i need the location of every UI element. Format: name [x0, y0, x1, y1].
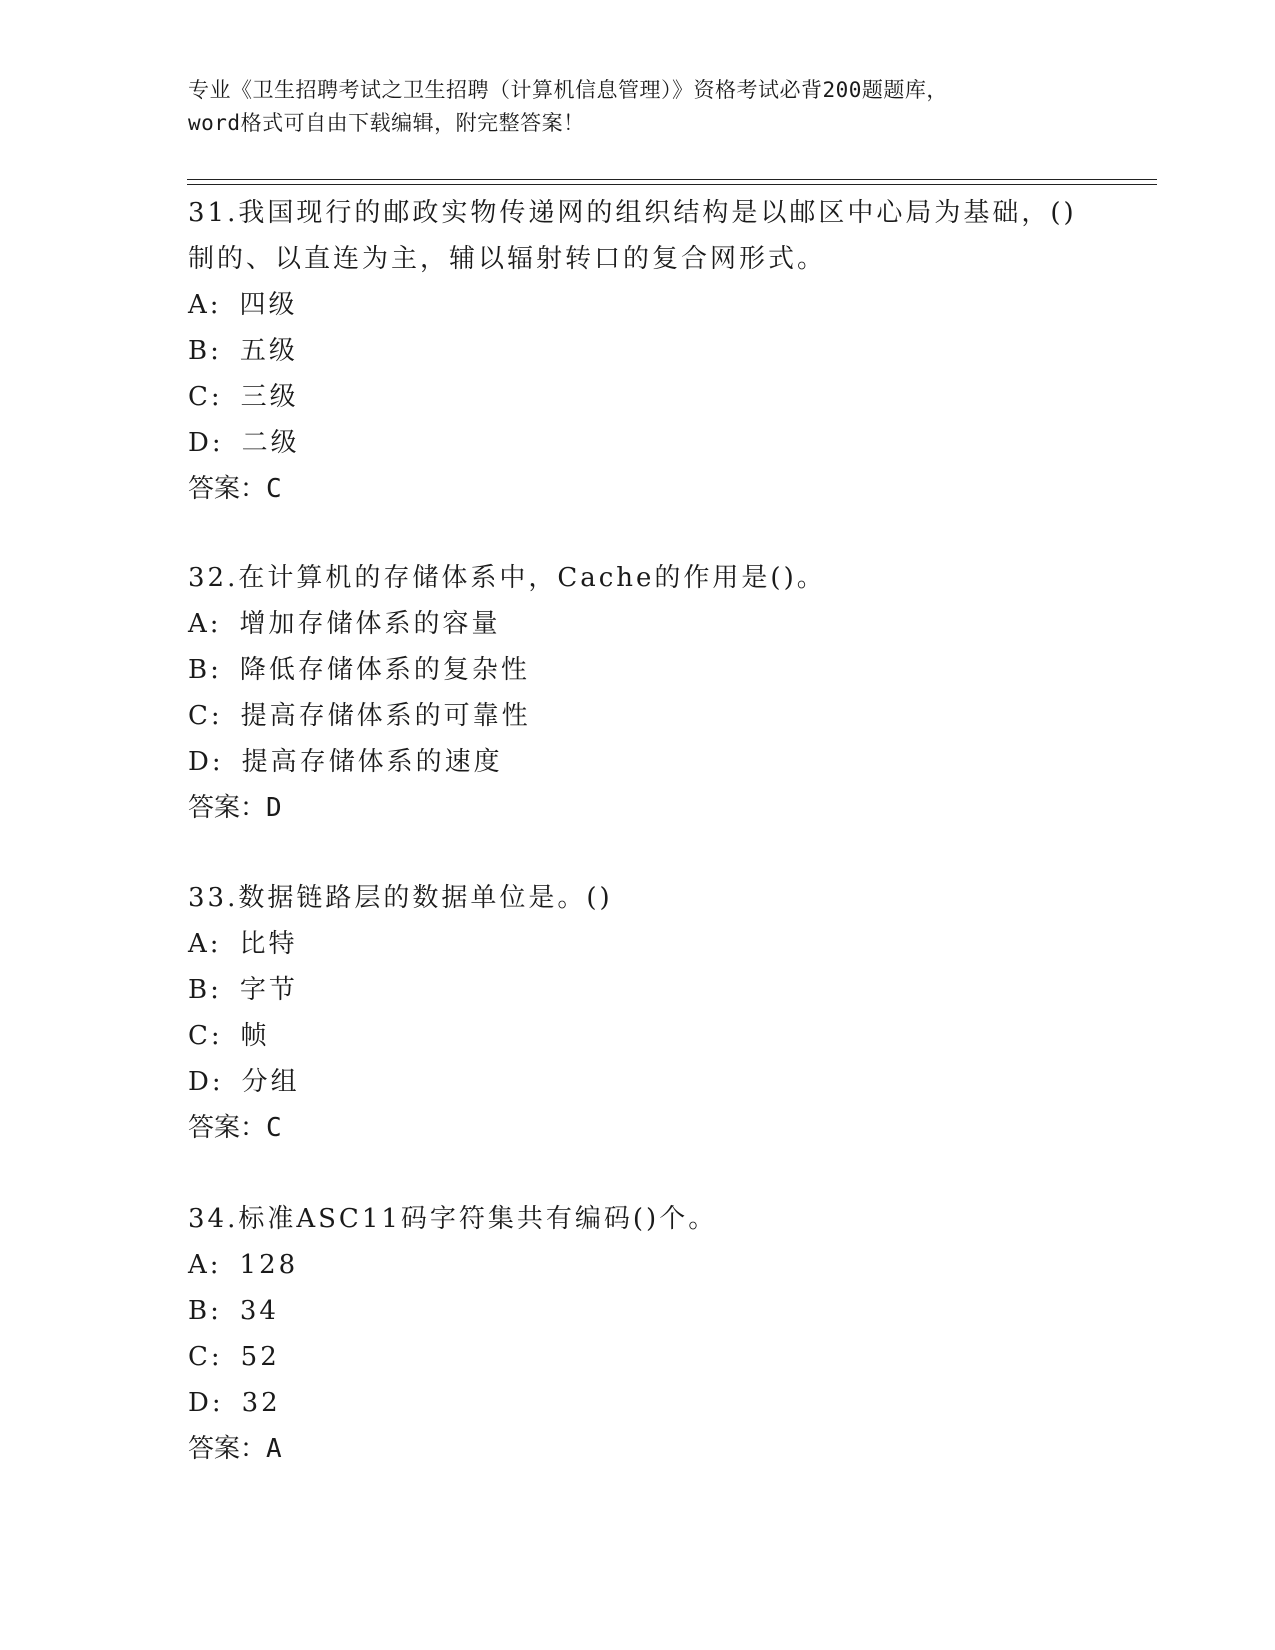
option-b	[188, 967, 1088, 1013]
option-text: 34	[239, 1296, 279, 1326]
option-text: 分组	[241, 1067, 300, 1097]
option-d	[188, 420, 1088, 466]
answer-line	[188, 1105, 1088, 1151]
option-key: D:	[188, 1388, 224, 1418]
option-c	[188, 693, 1088, 739]
question-stem: 34.标准ASC11码字符集共有编码()个。	[188, 1204, 718, 1234]
option-key: C:	[188, 382, 223, 412]
answer-label: 答案：	[188, 1113, 267, 1143]
header-divider-bottom	[187, 184, 1157, 185]
option-text: 五级	[239, 336, 298, 366]
option-text: 比特	[239, 929, 298, 959]
option-text: 52	[240, 1342, 280, 1372]
option-key: A:	[188, 290, 222, 320]
header-divider-top	[187, 179, 1157, 180]
option-text: 提高存储体系的可靠性	[240, 701, 531, 731]
option-key: A:	[188, 929, 222, 959]
header-line-1: 专业《卫生招聘考试之卫生招聘（计算机信息管理）》资格考试必背200题题库，	[188, 78, 948, 102]
option-key: C:	[188, 1021, 223, 1051]
option-text: 二级	[241, 428, 300, 458]
option-text: 降低存储体系的复杂性	[239, 655, 530, 685]
question-stem: 32.在计算机的存储体系中，Cache的作用是()。	[188, 563, 826, 593]
option-text: 三级	[240, 382, 299, 412]
question-32	[188, 555, 1088, 831]
option-key: B:	[188, 655, 222, 685]
option-text: 四级	[239, 290, 298, 320]
answer-line	[188, 785, 1088, 831]
option-d	[188, 1059, 1088, 1105]
answer-line	[188, 466, 1088, 512]
option-key: C:	[188, 1342, 223, 1372]
option-b	[188, 647, 1088, 693]
option-d	[188, 739, 1088, 785]
option-c	[188, 1013, 1088, 1059]
question-stem-continued: 制的、以直连为主，辅以辐射转口的复合网形式。	[188, 244, 827, 274]
option-key: B:	[188, 975, 222, 1005]
option-key: D:	[188, 747, 224, 777]
answer-label: 答案：	[188, 474, 267, 504]
option-b	[188, 1288, 1088, 1334]
option-key: B:	[188, 1296, 222, 1326]
option-c	[188, 1334, 1088, 1380]
answer-line	[188, 1426, 1088, 1472]
option-a	[188, 1242, 1088, 1288]
option-key: D:	[188, 428, 224, 458]
answer-label: 答案：	[188, 1434, 267, 1464]
option-text: 128	[239, 1250, 299, 1280]
answer-value: C	[266, 1113, 282, 1143]
option-a	[188, 282, 1088, 328]
option-key: B:	[188, 336, 222, 366]
option-a	[188, 601, 1088, 647]
answer-label: 答案：	[188, 793, 267, 823]
option-d	[188, 1380, 1088, 1426]
option-c	[188, 374, 1088, 420]
question-stem: 33.数据链路层的数据单位是。()	[188, 883, 613, 913]
option-text: 提高存储体系的速度	[241, 747, 503, 777]
question-33	[188, 875, 1088, 1151]
option-key: D:	[188, 1067, 224, 1097]
question-34	[188, 1196, 1088, 1472]
option-key: A:	[188, 1250, 222, 1280]
option-a	[188, 921, 1088, 967]
option-text: 32	[241, 1388, 281, 1418]
header-line-2: word格式可自由下载编辑，附完整答案！	[188, 111, 585, 135]
option-text: 增加存储体系的容量	[239, 609, 501, 639]
question-31	[188, 190, 1088, 512]
option-text: 帧	[240, 1021, 270, 1051]
option-text: 字节	[239, 975, 298, 1005]
answer-value: C	[266, 474, 282, 504]
answer-value: D	[266, 793, 282, 823]
answer-value: A	[266, 1434, 282, 1464]
option-key: A:	[188, 609, 222, 639]
option-key: C:	[188, 701, 223, 731]
document-header	[188, 74, 1088, 140]
option-b	[188, 328, 1088, 374]
question-stem: 31.我国现行的邮政实物传递网的组织结构是以邮区中心局为基础，()	[188, 198, 1077, 228]
